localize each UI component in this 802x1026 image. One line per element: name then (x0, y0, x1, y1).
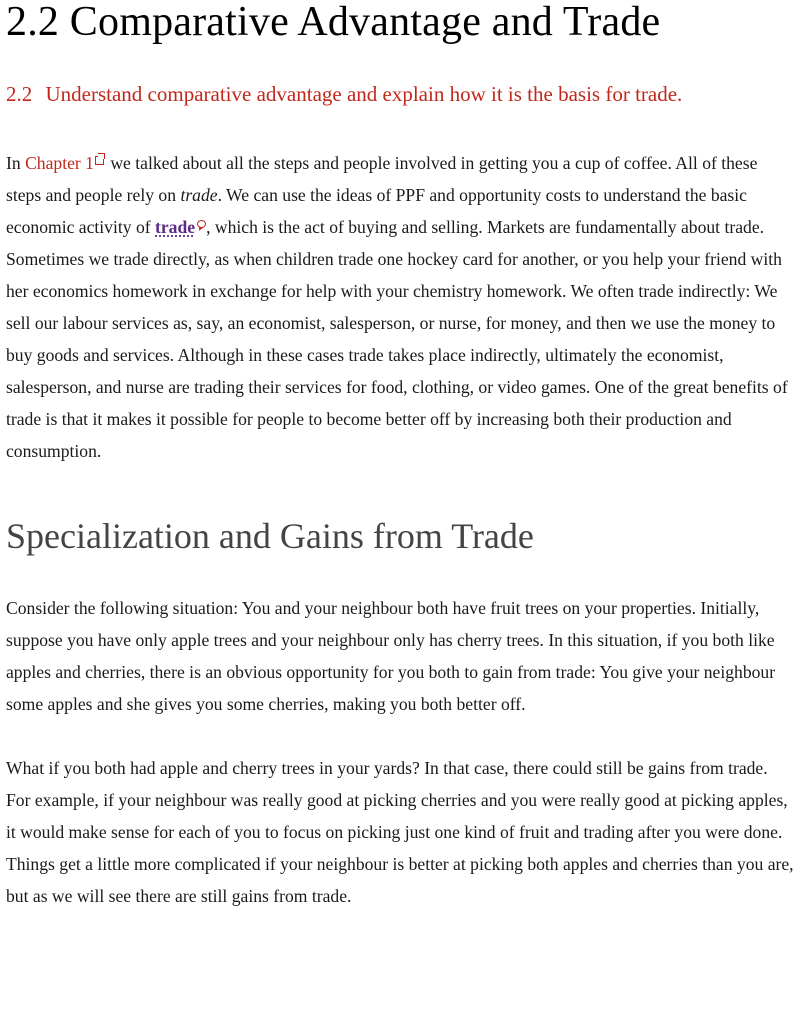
page-title: 2.2 Comparative Advantage and Trade (6, 0, 661, 45)
intro-middle: . We can use the ideas of PPF and opportunity costs to understand the basic economic activity of (6, 185, 747, 237)
section-paragraph-1: Consider the following situation: You and your neighbour both have fruit trees on your properties. Initially, suppose you have only apple trees and your neighbour only has cherry trees. In this situation, if you both like apples and cherries, there is an obvious opportunity for you both to gain from trade: You give your neighbour some apples and she gives you some cherries, making you both better off. (6, 598, 776, 714)
intro-after-link: we talked about all the steps and people involved in getting you a cup of coffee. All of these steps and people rely on (6, 153, 758, 205)
learning-objective-text: Understand comparative advantage and explain how it is the basis for trade. (45, 82, 683, 106)
intro-rest: , which is the act of buying and selling. Markets are fundamentally about trade. Sometimes we trade directly, as when children trade one hockey card for another, or you help your friend with her economics homework in exchange for help with your chemistry homework. We often trade indirectly: We sell our labour services as, say, an economist, salesperson, or nurse, for money, and then we use the money to buy goods and services. Although in these cases trade takes place indirectly, ultimately the economist, salesperson, and nurse are trading their services for food, clothing, or video games. One of the great benefits of trade is that it makes it possible for people to become better off by increasing both their production and consumption. (6, 217, 788, 461)
learning-objective (6, 78, 796, 110)
section-heading: Specialization and Gains from Trade (6, 516, 534, 556)
section-paragraph-2: What if you both had apple and cherry trees in your yards? In that case, there could still be gains from trade. For example, if your neighbour was really good at picking cherries and you were really good at picking apples, it would make sense for each of you to focus on picking just one kind of fruit and trading after you were done. Things get a little more complicated if your neighbour is better at picking both apples and cherries than you are, but as we will see there are still gains from trade. (6, 758, 794, 906)
chapter-1-link[interactable]: Chapter 1 (25, 153, 94, 173)
intro-emphasis: trade (180, 185, 218, 205)
external-link-icon[interactable] (95, 156, 104, 165)
intro-paragraph (6, 147, 796, 467)
key-term-trade[interactable]: trade (155, 217, 196, 237)
glossary-comment-icon[interactable] (197, 220, 206, 228)
document-page (6, 0, 796, 912)
intro-lead: In (6, 153, 26, 173)
learning-objective-number: 2.2 (6, 82, 33, 106)
